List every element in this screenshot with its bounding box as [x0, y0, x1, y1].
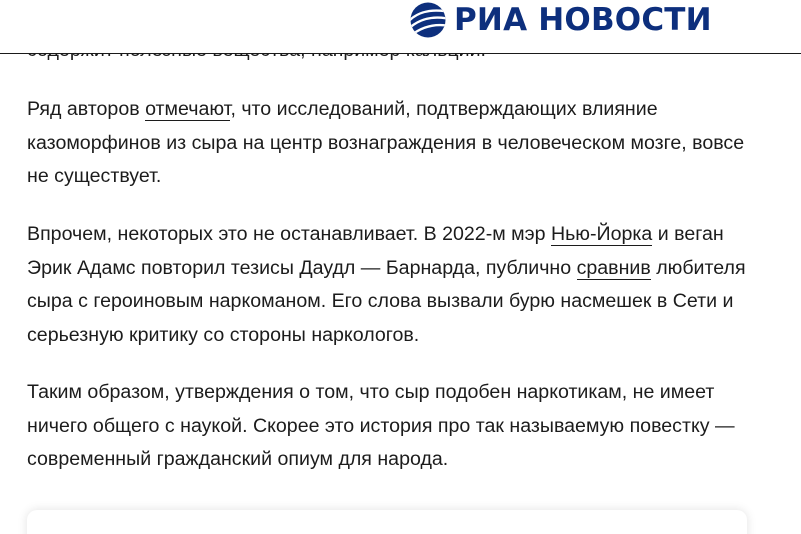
paragraph-authors — [27, 93, 757, 194]
link-otmechayut[interactable]: отмечают — [145, 98, 231, 120]
bottom-card — [27, 510, 747, 534]
link-sravniv[interactable]: сравнив — [576, 256, 651, 279]
paragraph-text: и веган Эрик Адамс повторил тезисы Даудл — Барнарда, публично — [27, 223, 724, 279]
paragraph-conclusion: Таким образом, утверждения о том, что сыр подобен наркотикам, не имеет ничего общего с наукой. Скорее это история про так называемую повестку — современный гражданский опиум для народа. — [27, 381, 735, 470]
ria-globe-icon — [410, 2, 446, 38]
ria-logo[interactable] — [410, 2, 712, 38]
site-header — [0, 0, 801, 54]
paragraph-text: Впрочем, некоторых это не останавливает. В 2022-м мэр — [27, 223, 551, 245]
paragraph-text: , что исследований, подтверждающих влияние казоморфинов из сыра на центр вознаграждения в человеческом мозге, вовсе не существует. — [27, 98, 745, 187]
paragraph-adams — [27, 218, 757, 352]
paragraph-text: любителя сыра с героиновым наркоманом. Его слова вызвали бурю насмешек в Сети и серьезную критику со стороны наркологов. — [27, 256, 746, 346]
logo-text: РИА НОВОСТИ — [454, 2, 712, 38]
paragraph-text: Ряд авторов — [27, 98, 146, 120]
link-new-york[interactable]: Нью-Йорка — [550, 223, 653, 245]
